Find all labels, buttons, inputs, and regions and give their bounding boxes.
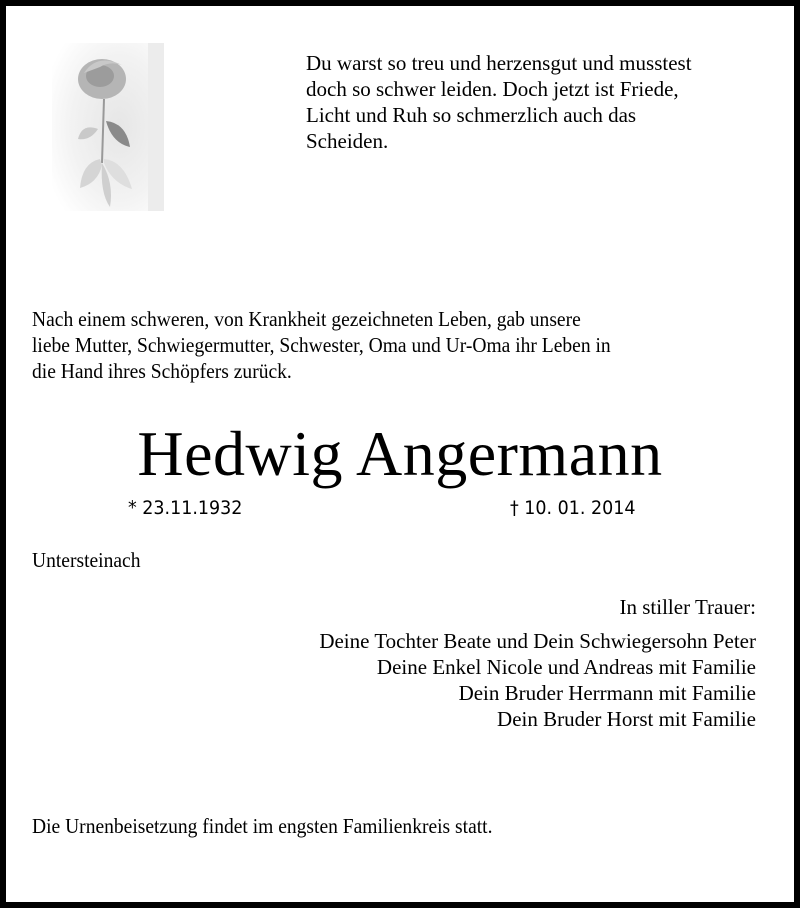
announcement-line: Nach einem schweren, von Krankheit gezeichneten Leben, gab unsere bbox=[32, 307, 581, 331]
announcement-text bbox=[32, 306, 720, 384]
verse-line: Licht und Ruh so schmerzlich auch das bbox=[306, 103, 637, 127]
place-of-residence: Untersteinach bbox=[32, 548, 141, 572]
verse-line: Scheiden. bbox=[306, 129, 389, 153]
mourner-line: Deine Tochter Beate und Dein Schwiegersohn Peter bbox=[319, 629, 756, 653]
death-date: † 10. 01. 2014 bbox=[510, 497, 636, 519]
mourners-heading: In stiller Trauer: bbox=[619, 595, 756, 619]
obituary-notice bbox=[6, 6, 794, 902]
memorial-verse bbox=[306, 50, 776, 154]
burial-notice: Die Urnenbeisetzung findet im engsten Familienkreis statt. bbox=[32, 814, 493, 838]
mourner-line: Deine Enkel Nicole und Andreas mit Familie bbox=[376, 655, 756, 679]
rose-icon bbox=[52, 43, 164, 211]
mourners-list bbox=[319, 594, 756, 732]
announcement-line: liebe Mutter, Schwiegermutter, Schwester, Oma und Ur-Oma ihr Leben in bbox=[32, 333, 611, 357]
mourner-line: Dein Bruder Herrmann mit Familie bbox=[458, 681, 756, 705]
mourner-line: Dein Bruder Horst mit Familie bbox=[497, 707, 756, 731]
birth-date: * 23.11.1932 bbox=[128, 497, 243, 519]
deceased-name: Hedwig Angermann bbox=[137, 418, 663, 489]
verse-line: Du warst so treu und herzensgut und musstest bbox=[306, 51, 692, 75]
verse-line: doch so schwer leiden. Doch jetzt ist Friede, bbox=[306, 77, 679, 101]
announcement-line: die Hand ihres Schöpfers zurück. bbox=[32, 359, 292, 383]
